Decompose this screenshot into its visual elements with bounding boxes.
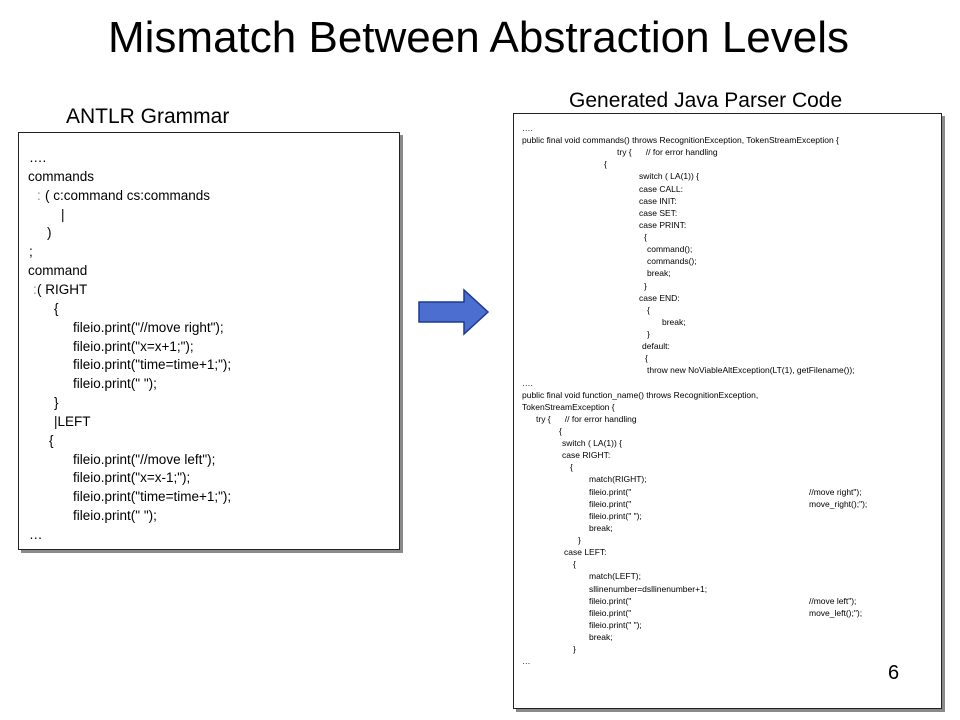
java-code-caption: Generated Java Parser Code	[569, 89, 843, 112]
java-code-line: {	[644, 232, 647, 243]
right-arrow-icon	[418, 288, 490, 336]
java-code-line: throw new NoViableAltException(LT(1), getFilename());	[647, 365, 855, 376]
java-code-line: {	[570, 462, 573, 473]
page-number: 6	[888, 662, 900, 684]
java-code-line: fileio.print(" ");	[589, 510, 642, 521]
java-code-line: fileio.print("	[589, 607, 632, 618]
java-code-line: fileio.print("	[589, 595, 632, 606]
java-code-line: sllinenumber=dsllinenumber+1;	[589, 583, 708, 594]
grammar-line: {	[54, 300, 59, 316]
grammar-code-box	[18, 132, 400, 550]
grammar-line: fileio.print(" ");	[73, 508, 157, 524]
java-code-line: {	[604, 159, 607, 170]
java-code-line: break;	[589, 632, 613, 643]
grammar-line: commands	[28, 168, 95, 184]
java-code-line: //move right");	[809, 486, 862, 497]
grammar-line: fileio.print("time=time+1;");	[73, 357, 232, 373]
java-code-line: break;	[662, 316, 686, 327]
grammar-line: |	[61, 206, 65, 222]
antlr-grammar-caption: ANTLR Grammar	[66, 105, 230, 128]
java-code-line: case INIT:	[639, 195, 677, 206]
grammar-line: ( RIGHT	[37, 281, 88, 297]
java-code-line: }	[644, 280, 647, 291]
grammar-line: }	[54, 395, 59, 411]
java-code-line: move_left();");	[809, 607, 863, 618]
java-code-line: }	[647, 329, 650, 340]
java-code-line: fileio.print(" ");	[589, 619, 642, 630]
java-code-line: break;	[589, 522, 613, 533]
grammar-code-lines	[19, 133, 399, 549]
java-code-line: break;	[647, 268, 671, 279]
java-code-line: TokenStreamException {	[522, 401, 615, 412]
grammar-line: fileio.print("x=x+1;");	[73, 338, 194, 354]
java-code-line: {	[559, 426, 562, 436]
java-code-line: commands();	[647, 256, 697, 267]
grammar-line: command	[28, 263, 88, 279]
java-code-line: {	[645, 353, 648, 364]
java-code-line: command();	[647, 244, 693, 255]
java-code-line: try { // for error handling	[617, 147, 718, 158]
grammar-line: ….	[29, 150, 47, 165]
java-code-line: //move left");	[809, 595, 857, 606]
java-code-line: case SET:	[639, 207, 678, 218]
grammar-line: fileio.print(" ");	[73, 376, 157, 392]
java-code-box	[513, 113, 942, 709]
grammar-line: fileio.print("//move right");	[73, 319, 224, 335]
java-code-line: }	[573, 644, 576, 655]
grammar-line: )	[47, 225, 52, 241]
grammar-line: fileio.print("x=x-1;");	[73, 470, 191, 486]
grammar-colon: :	[33, 281, 37, 297]
java-code-line: fileio.print("	[589, 498, 632, 509]
grammar-line: {	[49, 432, 54, 448]
slide-title: Mismatch Between Abstraction Levels	[108, 13, 850, 62]
java-code-line: {	[647, 304, 650, 315]
java-code-line: }	[578, 535, 581, 546]
java-code-line: switch ( LA(1)) {	[562, 438, 622, 449]
java-code-lines	[514, 114, 941, 708]
grammar-line: ( c:command cs:commands	[45, 187, 211, 203]
java-code-line: default:	[642, 341, 670, 352]
java-code-line: ….	[522, 377, 533, 388]
grammar-line: fileio.print("time=time+1;");	[73, 489, 232, 505]
java-code-line: case PRINT:	[639, 219, 687, 230]
java-code-line: fileio.print("	[589, 486, 632, 497]
java-code-line: public final void function_name() throws RecognitionException,	[522, 389, 759, 400]
java-code-line: case CALL:	[639, 183, 683, 194]
grammar-line: …	[29, 527, 43, 542]
grammar-colon: :	[37, 187, 41, 203]
java-code-line: {	[573, 559, 576, 570]
java-code-line: match(RIGHT);	[589, 474, 647, 485]
java-code-line: case RIGHT:	[562, 450, 611, 461]
java-code-line: public final void commands() throws RecognitionException, TokenStreamException {	[522, 135, 839, 146]
grammar-line: |LEFT	[54, 413, 91, 429]
java-code-line: case LEFT:	[564, 547, 607, 558]
grammar-line: ;	[29, 244, 33, 260]
java-code-line: try { // for error handling	[536, 413, 637, 424]
java-code-line: …	[522, 656, 531, 667]
java-code-line: case END:	[639, 292, 680, 303]
java-code-line: ….	[522, 123, 533, 133]
grammar-line: fileio.print("//move left");	[73, 451, 216, 467]
java-code-line: move_right();");	[809, 498, 868, 509]
java-code-line: switch ( LA(1)) {	[639, 171, 699, 182]
java-code-line: match(LEFT);	[589, 571, 641, 582]
